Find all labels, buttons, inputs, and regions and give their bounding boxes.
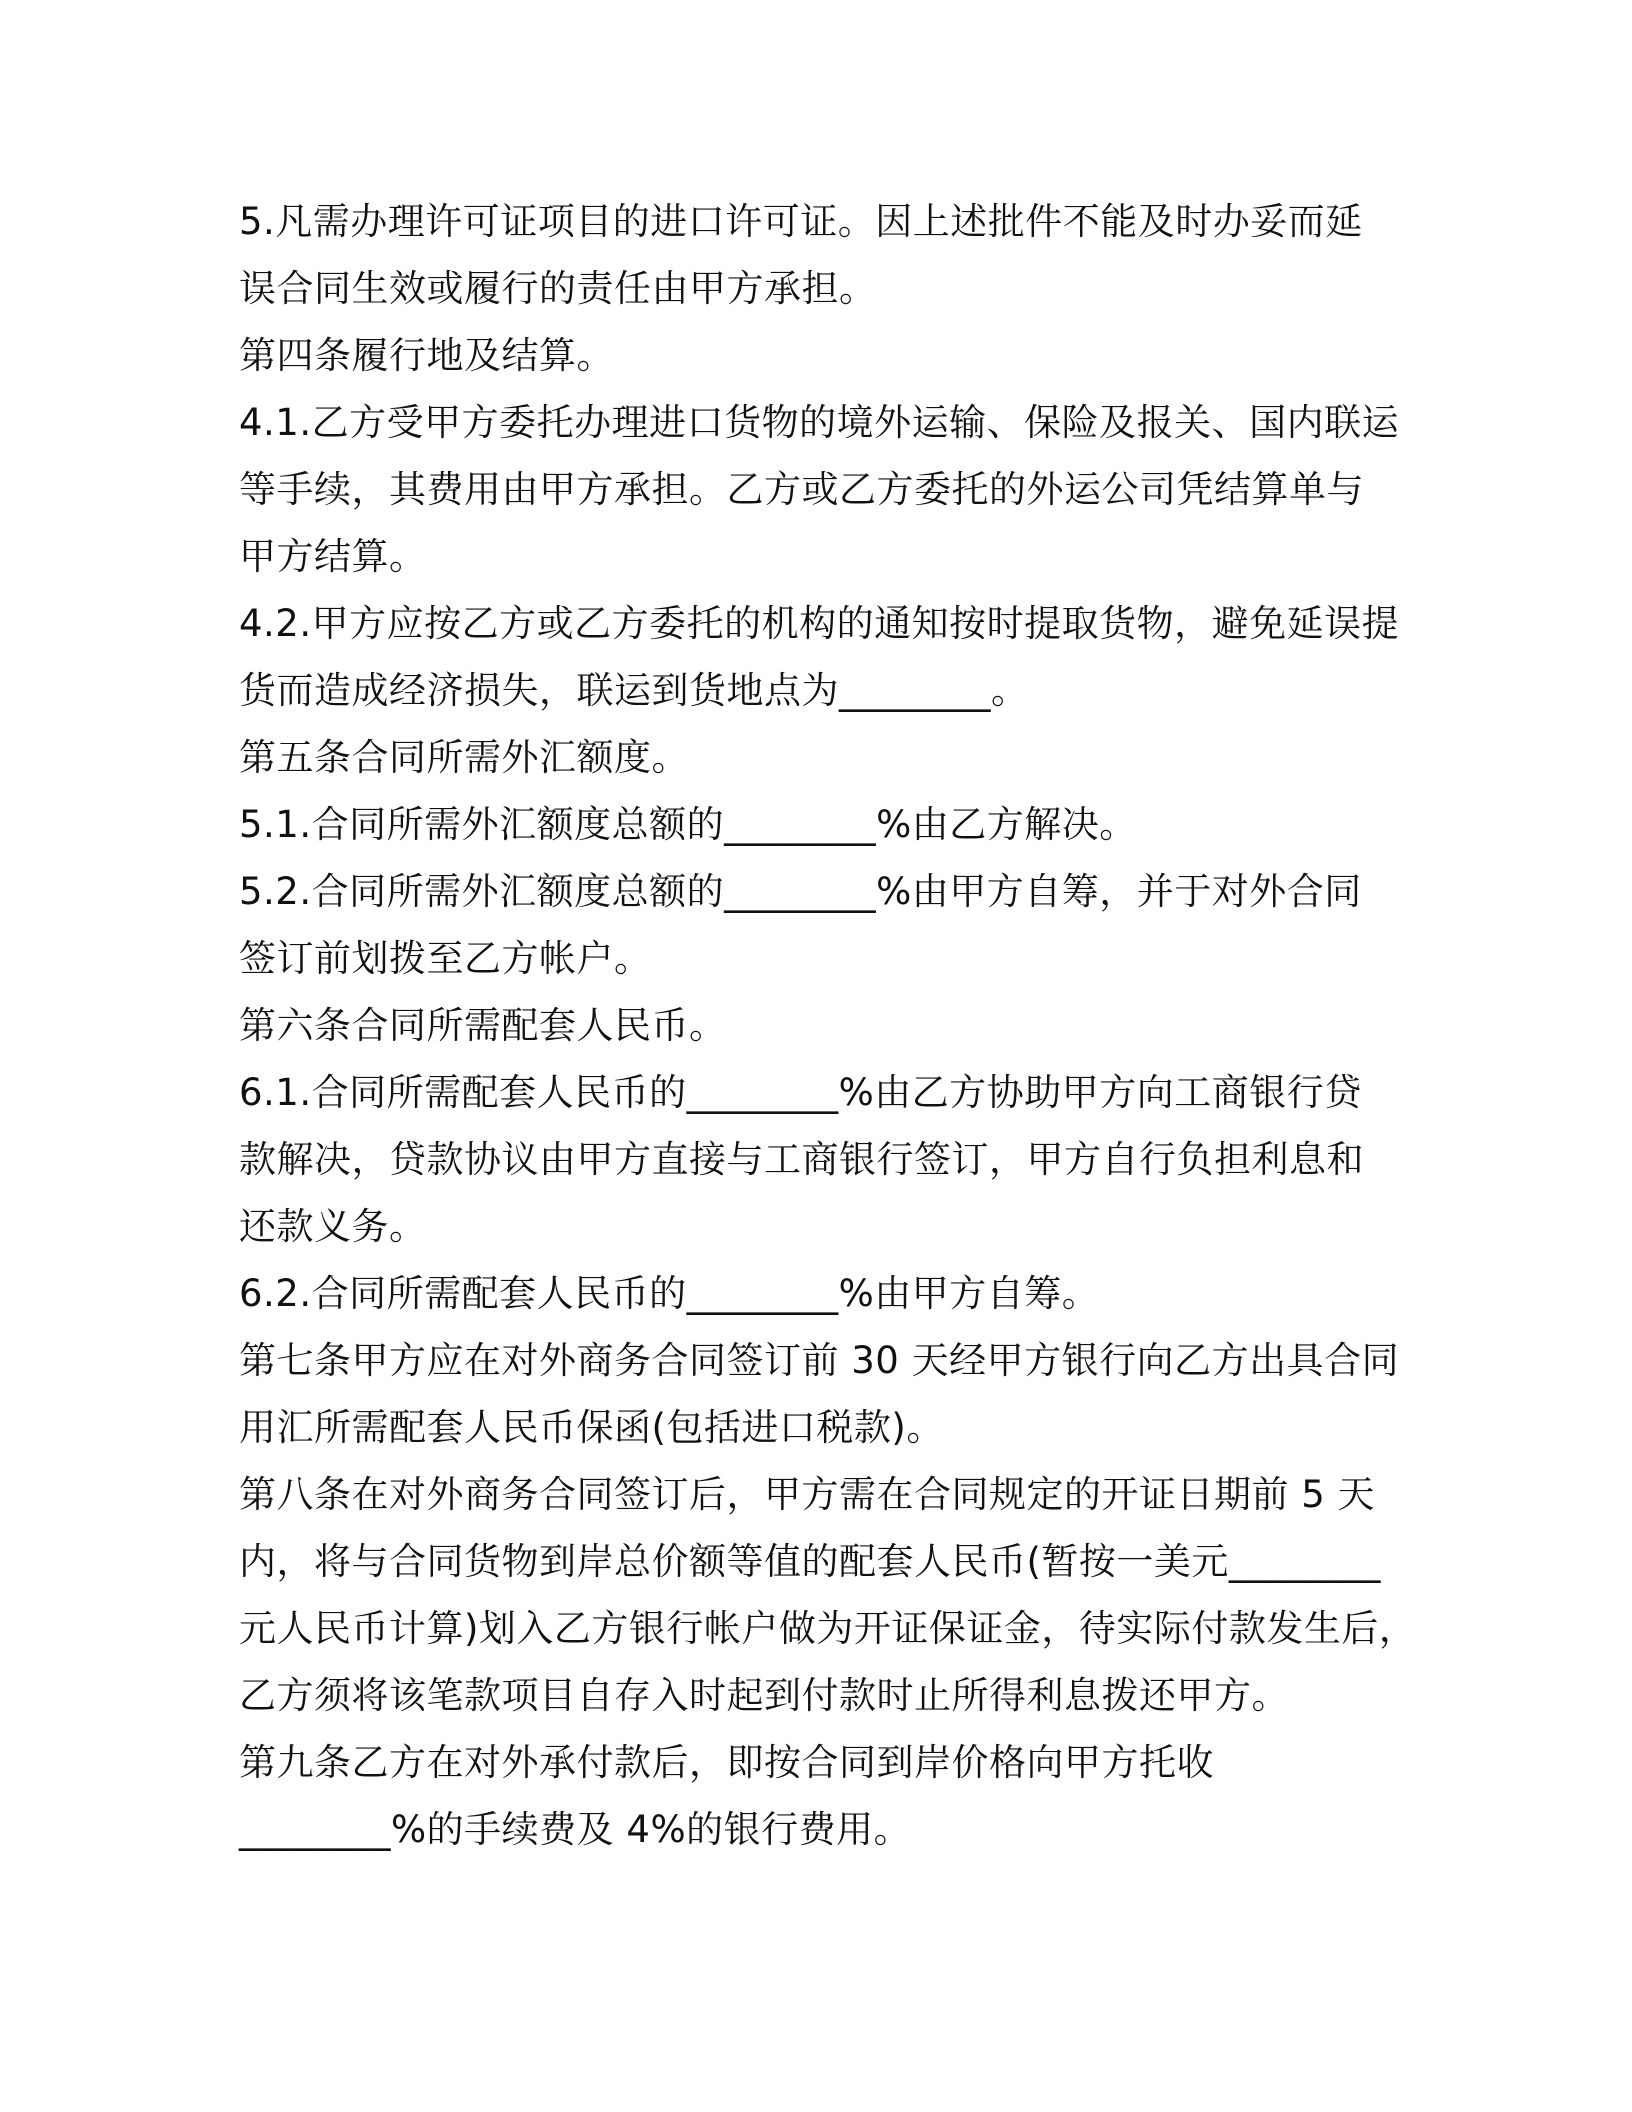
clause-4-1-line-1: 4.1.乙方受甲方委托办理进口货物的境外运输、保险及报关、国内联运 [239,401,1400,444]
clause-4-1-line-2: 等手续，其费用由甲方承担。乙方或乙方委托的外运公司凭结算单与 [239,468,1364,511]
clause-6-2-line-1: 6.2.合同所需配套人民币的________%由甲方自筹。 [239,1272,1100,1315]
article-8-line-1: 第八条在对外商务合同签订后，甲方需在合同规定的开证日期前 5 天 [239,1473,1376,1516]
article-4-heading: 第四条履行地及结算。 [239,334,614,377]
clause-5-text-line-2: 误合同生效或履行的责任由甲方承担。 [239,267,877,310]
clause-5-text-line-1: 5.凡需办理许可证项目的进口许可证。因上述批件不能及时办妥而延 [239,200,1363,243]
clause-5-1-line-1: 5.1.合同所需外汇额度总额的________%由乙方解决。 [239,803,1137,846]
article-7-line-1: 第七条甲方应在对外商务合同签订前 30 天经甲方银行向乙方出具合同 [239,1339,1400,1382]
clause-4-1-line-3: 甲方结算。 [239,535,427,578]
article-5-heading: 第五条合同所需外汇额度。 [239,736,689,779]
article-7-line-2: 用汇所需配套人民币保函(包括进口税款)。 [239,1406,944,1449]
clause-5-2-line-2: 签订前划拨至乙方帐户。 [239,937,652,980]
clause-4-2-line-1: 4.2.甲方应按乙方或乙方委托的机构的通知按时提取货物，避免延误提 [239,602,1400,645]
clause-6-1-line-1: 6.1.合同所需配套人民币的________%由乙方协助甲方向工商银行贷 [239,1071,1362,1114]
clause-5-2-line-1: 5.2.合同所需外汇额度总额的________%由甲方自筹，并于对外合同 [239,870,1362,913]
clause-6-1-line-3: 还款义务。 [239,1205,427,1248]
article-8-line-2: 内，将与合同货物到岸总价额等值的配套人民币(暂按一美元________ [239,1540,1381,1583]
article-6-heading: 第六条合同所需配套人民币。 [239,1004,727,1047]
article-8-line-4: 乙方须将该笔款项目自存入时起到付款时止所得利息拨还甲方。 [239,1674,1289,1717]
clause-4-2-line-2: 货而造成经济损失，联运到货地点为________。 [239,669,1029,712]
clause-6-1-line-2: 款解决，贷款协议由甲方直接与工商银行签订，甲方自行负担利息和 [239,1138,1364,1181]
document-body [239,188,1417,1863]
article-9-line-1: 第九条乙方在对外承付款后，即按合同到岸价格向甲方托收 [239,1741,1214,1784]
article-8-line-3: 元人民币计算)划入乙方银行帐户做为开证保证金，待实际付款发生后， [239,1607,1417,1650]
article-9-line-2: ________%的手续费及 4%的银行费用。 [239,1808,912,1851]
